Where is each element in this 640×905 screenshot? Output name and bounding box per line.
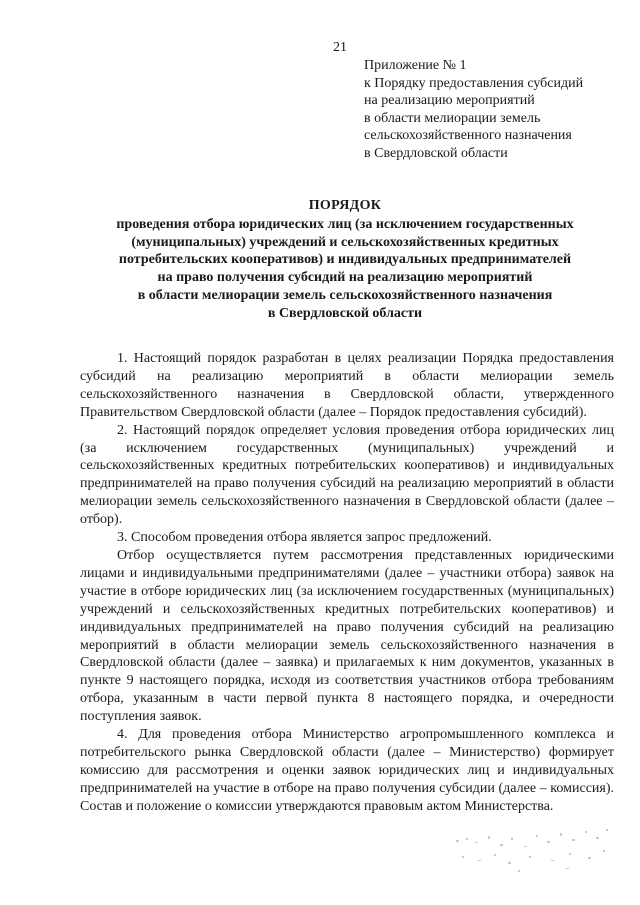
- paragraph-2: 2. Настоящий порядок определяет условия проведения отбора юридических лиц (за исключением государственных (муниципальных) учреждений и сельскохозяйственных кредитных потребительских кооперативов) и индивидуальных предпринимателей на право получения субсидий на реализацию мероприятий в области мелиорации земель сельскохозяйственного назначения в Свердловской области (далее – отбор).: [80, 422, 614, 528]
- title-line: проведения отбора юридических лиц (за исключением государственных: [116, 216, 574, 232]
- title-line: в области мелиорации земель сельскохозяйственного назначения: [137, 287, 553, 303]
- document-body: [80, 350, 614, 816]
- title-line: потребительских кооперативов) и индивидуальных предпринимателей: [118, 252, 572, 268]
- appendix-line: сельскохозяйственного назначения: [364, 128, 572, 144]
- paragraph-3-continued: Отбор осуществляется путем рассмотрения представленных юридическими лицами и индивидуальными предпринимателями (далее – участники отбора) заявок на участие в отборе юридических лиц (за исключением государственных (муниципальных) учреждений и сельскохозяйственных кредитных потребительских кооперативов) и индивидуальных предпринимателей на право получения субсидий на реализацию мероприятий в области мелиорации земель сельскохозяйственного назначения в Свердловской области (далее – заявка) и прилагаемых к ним документов, указанных в пункте 9 настоящего порядка, исходя из соответствия участников отбора требованиям отбора, указанным в части первой пункта 8 настоящего порядка, и очередности поступления заявок.: [80, 547, 614, 725]
- title-line: (муниципальных) учреждений и сельскохозяйственных кредитных: [131, 234, 559, 250]
- appendix-line: в области мелиорации земель: [364, 110, 541, 126]
- appendix-line: к Порядку предоставления субсидий: [364, 75, 584, 91]
- paragraph-1: 1. Настоящий порядок разработан в целях реализации Порядка предоставления субсидий на реализацию мероприятий в области мелиорации земель сельскохозяйственного назначения в Свердловской области, утвержденного Правительством Свердловской области (далее – Порядок предоставления субсидий).: [80, 351, 614, 420]
- paragraph-3: 3. Способом проведения отбора является запрос предложений.: [117, 530, 492, 546]
- title-line: на право получения субсидий на реализацию мероприятий: [157, 270, 533, 286]
- title-line: в Свердловской области: [267, 305, 423, 321]
- document-title: [60, 197, 630, 323]
- faint-stamp-mark: [448, 826, 616, 878]
- title-main: ПОРЯДОК: [308, 198, 382, 213]
- appendix-line: на реализацию мероприятий: [364, 93, 535, 109]
- appendix-header: [364, 57, 634, 163]
- paragraph-4: 4. Для проведения отбора Министерство агропромышленного комплекса и потребительского рынка Свердловской области (далее – Министерство) формирует комиссию для рассмотрения и оценки заявок юридических лиц и индивидуальных предпринимателей на участие в отборе на право получения субсидии (далее – комиссия). Состав и положение о комиссии утверждаются правовым актом Министерства.: [80, 727, 614, 814]
- appendix-line: в Свердловской области: [364, 145, 508, 161]
- page-number: 21: [333, 40, 347, 55]
- appendix-line: Приложение № 1: [364, 58, 467, 73]
